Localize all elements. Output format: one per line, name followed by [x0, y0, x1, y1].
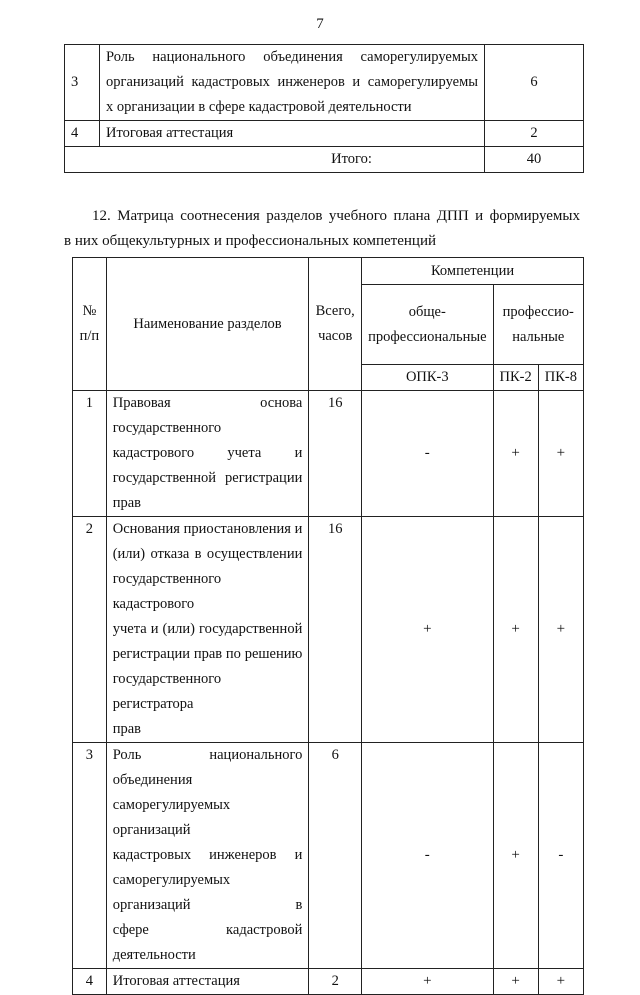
caption-line: 12. Матрица соотнесения разделов учебного плана ДПП и формируемых: [92, 208, 580, 224]
section-hours: 16: [309, 391, 362, 517]
section-name-line: государственной регистрации прав: [112, 470, 303, 511]
competency-mark: -: [538, 743, 583, 969]
row-number: 2: [73, 517, 107, 743]
table-row: [73, 969, 584, 995]
header-code: ПК-8: [538, 364, 583, 390]
competency-matrix-table: [72, 257, 584, 995]
matrix-caption: [64, 204, 580, 254]
header-hours: Всего, часов: [309, 258, 362, 391]
competency-mark: -: [362, 743, 493, 969]
section-name-line: (или) отказа в осуществлении: [112, 546, 303, 562]
header-num: № п/п: [73, 258, 107, 391]
table-row: [73, 743, 584, 969]
section-name-line: х организации в сфере кадастровой деятельности: [106, 99, 412, 115]
competency-mark: -: [362, 391, 493, 517]
section-name-line: организаций кадастровых инженеров и саморегулируемы: [106, 74, 478, 90]
caption-line: в них общекультурных и профессиональных компетенций: [64, 233, 436, 249]
competency-mark: +: [493, 743, 538, 969]
header-name: Наименование разделов: [106, 258, 309, 391]
section-hours: 6: [309, 743, 362, 969]
header-general: обще-профессиональные: [362, 285, 493, 365]
header-competencies: Компетенции: [362, 258, 584, 285]
total-label: Итого:: [65, 147, 485, 173]
section-name: Итоговая аттестация: [100, 121, 485, 147]
section-name-line: сфере кадастровой деятельности: [112, 922, 303, 963]
total-value: 40: [485, 147, 584, 173]
section-hours: 6: [485, 45, 584, 121]
section-name: [106, 517, 309, 743]
section-name-line: саморегулируемых организаций: [112, 797, 231, 838]
section-name: [106, 391, 309, 517]
competency-mark: +: [493, 969, 538, 995]
competency-mark: +: [362, 969, 493, 995]
section-name-line: Роль национального объединения саморегулируемых: [106, 49, 478, 65]
section-hours: 2: [485, 121, 584, 147]
section-name: [100, 45, 485, 121]
section-name-line: кадастрового учета и: [112, 445, 303, 461]
competency-mark: +: [538, 391, 583, 517]
table-row: [73, 391, 584, 517]
table-row: [73, 517, 584, 743]
section-name-line: Основания приостановления и: [112, 521, 303, 537]
section-name-line: Правовая основа государственного: [112, 395, 303, 436]
section-name: [106, 743, 309, 969]
row-number: 3: [65, 45, 100, 121]
section-name-line: государственного кадастрового: [112, 571, 222, 612]
header-row: [73, 258, 584, 285]
page-number: 7: [316, 16, 324, 32]
competency-mark: +: [538, 969, 583, 995]
section-name-line: государственного регистратора: [112, 671, 222, 712]
competency-mark: +: [493, 517, 538, 743]
row-number: 1: [73, 391, 107, 517]
section-name-line: прав: [112, 721, 142, 737]
header-professional: профессио-нальные: [493, 285, 583, 365]
header-code: ОПК-3: [362, 364, 493, 390]
header-code: ПК-2: [493, 364, 538, 390]
section-name-line: саморегулируемых организаций в: [112, 872, 303, 913]
row-number: 4: [73, 969, 107, 995]
section-name-line: кадастровых инженеров и: [112, 847, 303, 863]
section-name-line: учета и (или) государственной: [112, 621, 303, 637]
section-hours: 2: [309, 969, 362, 995]
competency-mark: +: [493, 391, 538, 517]
competency-mark: +: [362, 517, 493, 743]
section-name: Итоговая аттестация: [106, 969, 309, 995]
table-row: [65, 45, 584, 121]
section-name-line: Роль национального объединения: [112, 747, 303, 788]
section-name-line: регистрации прав по решению: [112, 646, 303, 662]
competency-mark: +: [538, 517, 583, 743]
total-row: [65, 147, 584, 173]
table-row: [65, 121, 584, 147]
section-hours: 16: [309, 517, 362, 743]
row-number: 3: [73, 743, 107, 969]
row-number: 4: [65, 121, 100, 147]
sections-hours-table: [64, 44, 584, 173]
